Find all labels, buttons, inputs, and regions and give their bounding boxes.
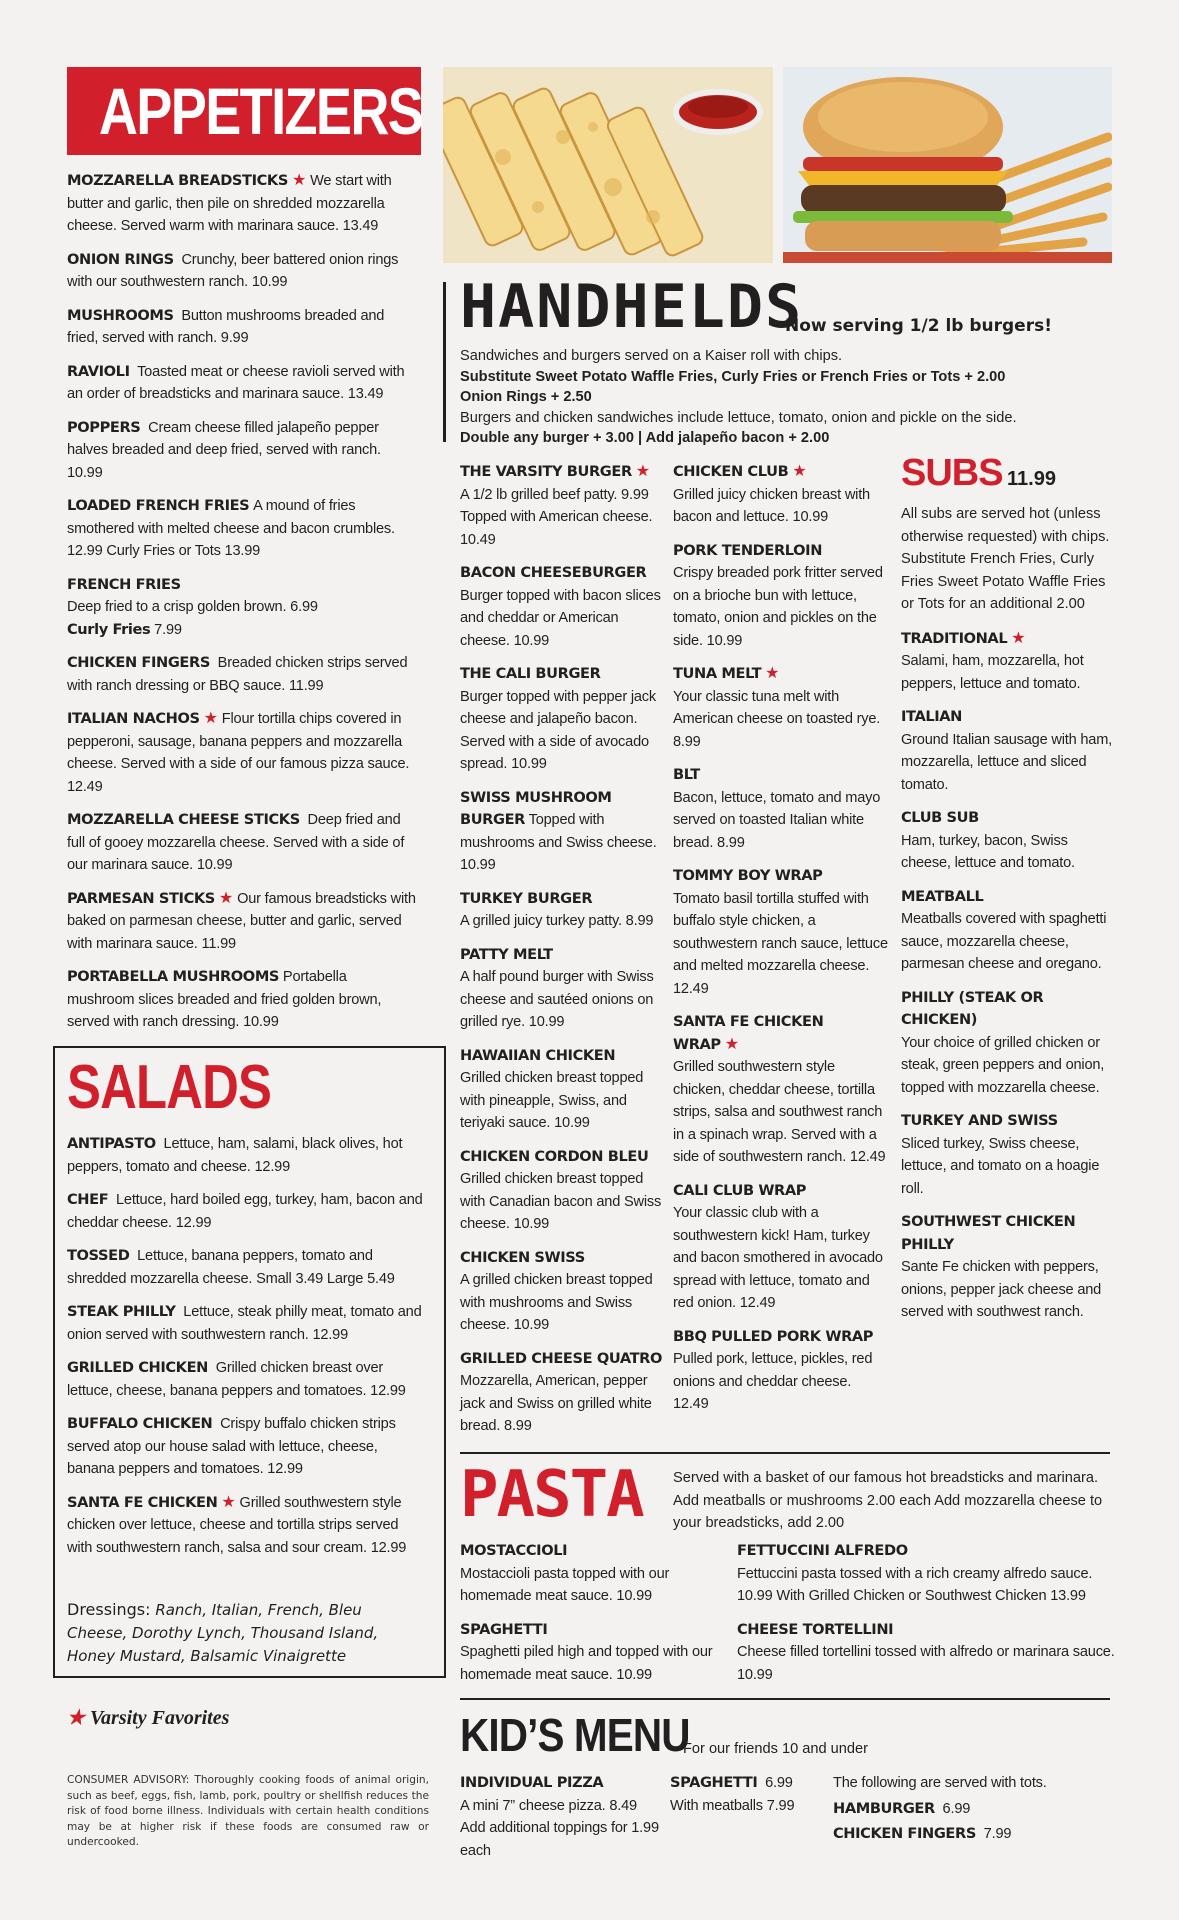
item-name: SPAGHETTI: [460, 1620, 548, 1638]
item-description: Lettuce, ham, salami, black olives, hot peppers, tomato and cheese. 12.99: [67, 1136, 403, 1175]
item-name: PORTABELLA MUSHROOMS: [67, 968, 280, 985]
menu-item: [67, 170, 417, 238]
intro-line: Onion Rings + 2.50: [460, 389, 592, 405]
item-name: ONION RINGS: [67, 250, 174, 268]
item-name: CHEF: [67, 1191, 109, 1208]
menu-item: [673, 1180, 888, 1315]
menu-item: [673, 663, 888, 753]
item-extra-name: Curly Fries: [67, 620, 151, 638]
item-name: ITALIAN: [901, 708, 962, 725]
item-description: Salami, ham, mozzarella, hot peppers, lettuce and tomato.: [901, 653, 1084, 692]
item-description: Lettuce, steak philly meat, tomato and onion served with southwestern ranch. 12.99: [67, 1304, 422, 1343]
item-description: A grilled juicy turkey patty. 8.99: [460, 913, 654, 929]
subs-title: SUBS: [901, 452, 1003, 494]
item-name: TOSSED: [67, 1247, 130, 1264]
menu-item: [67, 1492, 427, 1560]
menu-item: [67, 249, 417, 294]
star-icon: ★: [291, 172, 307, 189]
menu-item: [901, 987, 1121, 1100]
item-name: SPAGHETTI: [670, 1774, 758, 1791]
item-name: BBQ PULLED PORK WRAP: [673, 1327, 874, 1345]
item-name: MOZZARELLA CHEESE STICKS: [67, 811, 300, 828]
item-name: GRILLED CHEESE QUATRO: [460, 1349, 662, 1367]
item-description: Button mushrooms breaded and fried, served with ranch. 9.99: [67, 307, 385, 346]
handhelds-column-2: [673, 461, 888, 1427]
item-name: THE VARSITY BURGER: [460, 463, 632, 480]
appetizers-title: APPETIZERS: [98, 74, 423, 148]
menu-item: [460, 787, 665, 877]
menu-item: [67, 888, 417, 956]
pasta-title: PASTA: [460, 1458, 643, 1532]
item-name: MOZZARELLA BREADSTICKS: [67, 172, 288, 189]
pasta-column-right: [737, 1540, 1117, 1697]
item-description: Meatballs covered with spaghetti sauce, mozzarella cheese, parmesan cheese and oregano.: [901, 911, 1107, 972]
item-name: FRENCH FRIES: [67, 575, 181, 593]
item-description: Deep fried and full of gooey mozzarella cheese. Served with a side of our marinara sauce. 10.99: [67, 812, 405, 873]
menu-item: [67, 1133, 427, 1178]
item-name: MUSHROOMS: [67, 306, 174, 324]
menu-item: [67, 305, 417, 350]
item-description: Your classic club with a southwestern kick! Ham, turkey and bacon smothered in avocado spread with lettuce, tomato and red onion. 12.49: [673, 1205, 883, 1311]
item-name: BLT: [673, 766, 700, 783]
star-icon: ★: [635, 463, 650, 480]
item-description: We start with butter and garlic, then pile on shredded mozzarella cheese. Served warm with marinara sauce. 13.49: [67, 173, 392, 234]
item-description: A mound of fries smothered with melted cheese and bacon crumbles. 12.99 Curly Fries or Tots 13.99: [67, 498, 395, 559]
menu-item: [460, 461, 665, 551]
item-name: MOSTACCIOLI: [460, 1542, 568, 1559]
item-description: Sliced turkey, Swiss cheese, lettuce, and tomato on a hoagie roll.: [901, 1135, 1100, 1197]
star-icon: ★: [218, 889, 234, 907]
item-description: Grilled juicy chicken breast with bacon and lettuce. 10.99: [673, 486, 870, 525]
menu-item: [67, 1357, 427, 1402]
item-description: Pulled pork, lettuce, pickles, red onions and cheddar cheese. 12.49: [673, 1351, 873, 1412]
menu-item: [673, 764, 888, 854]
item-price: 6.99: [765, 1775, 793, 1791]
item-description: Toasted meat or cheese ravioli served with an order of breadsticks and marinara sauce. 13.49: [67, 363, 405, 402]
handhelds-intro: [460, 346, 1100, 449]
item-name: INDIVIDUAL PIZZA: [460, 1774, 604, 1791]
kids-divider: [460, 1698, 1110, 1700]
item-description: Burger topped with pepper jack cheese and jalapeño bacon. Served with a side of avocado spread. 10.99: [460, 688, 657, 772]
item-price: 6.99: [942, 1800, 971, 1817]
menu-item: [673, 540, 888, 653]
item-name: SOUTHWEST CHICKEN PHILLY: [901, 1213, 1076, 1253]
handhelds-divider: [443, 282, 446, 442]
item-name: PATTY MELT: [460, 945, 553, 963]
item-name: POPPERS: [67, 418, 141, 436]
item-description: Breaded chicken strips served with ranch dressing or BBQ sauce. 11.99: [67, 655, 408, 694]
menu-item: [460, 1619, 730, 1687]
dressings-label: Dressings:: [67, 1600, 151, 1619]
dressings-note: [67, 1598, 417, 1668]
item-description: Ground Italian sausage with ham, mozzarella, lettuce and sliced tomato.: [901, 731, 1113, 793]
menu-item: [67, 417, 417, 485]
menu-item: [67, 1245, 427, 1290]
menu-item: [901, 807, 1121, 875]
menu-item: [833, 1798, 1113, 1821]
item-name: PHILLY (STEAK OR CHICKEN): [901, 988, 1044, 1028]
item-name: GRILLED CHICKEN: [67, 1359, 208, 1376]
tots-note: The following are served with tots.: [833, 1775, 1047, 1791]
menu-item: [460, 888, 665, 933]
star-icon: ★: [1011, 629, 1026, 647]
intro-line: Substitute Sweet Potato Waffle Fries, Curly Fries or French Fries or Tots + 2.00: [460, 368, 1006, 385]
item-name: SWISS MUSHROOM BURGER: [460, 788, 612, 828]
menu-item: [737, 1540, 1117, 1608]
favorites-label: Varsity Favorites: [89, 1707, 230, 1729]
item-name: SANTA FE CHICKEN WRAP: [673, 1013, 824, 1053]
item-description: A grilled chicken breast topped with mushrooms and Swiss cheese. 10.99: [460, 1272, 653, 1333]
item-description: Cheese filled tortellini tossed with alfredo or marinara sauce. 10.99: [737, 1644, 1115, 1683]
pasta-intro: Served with a basket of our famous hot breadsticks and marinara. Add meatballs or mushrooms 2.00 each Add mozzarella cheese to your breadsticks, add 2.00: [673, 1470, 1103, 1531]
item-description: Flour tortilla chips covered in pepperoni, sausage, banana peppers and mozzarella cheese. Served with a side of our famous pizza sauce. 12.49: [67, 711, 410, 795]
item-description: Tomato basil tortilla stuffed with buffalo style chicken, a southwestern ranch sauce, lettuce and melted mozzarella cheese. 12.49: [673, 890, 888, 997]
kids-tots-items: [833, 1772, 1113, 1846]
menu-item: [460, 663, 665, 776]
salads-title: SALADS: [67, 1053, 272, 1122]
subs-price: 11.99: [1007, 468, 1056, 490]
pasta-column-left: [460, 1540, 730, 1697]
item-name: THE CALI BURGER: [460, 665, 601, 682]
pasta-divider: [460, 1452, 1110, 1454]
item-description: Fettuccini pasta tossed with a rich creamy alfredo sauce. 10.99 With Grilled Chicken or Southwest Chicken 13.99: [737, 1565, 1093, 1604]
item-description: A 1/2 lb grilled beef patty. 9.99 Topped with American cheese. 10.49: [460, 486, 653, 548]
menu-item: [673, 865, 888, 1000]
star-icon: ★: [203, 710, 218, 727]
menu-item: [673, 1011, 888, 1169]
salads-list: [67, 1133, 427, 1570]
menu-item: [460, 1540, 730, 1608]
item-name: RAVIOLI: [67, 362, 130, 380]
item-name: CHICKEN FINGERS: [833, 1825, 976, 1842]
item-description: Burger topped with bacon slices and cheddar or American cheese. 10.99: [460, 587, 661, 649]
star-icon: ★: [765, 665, 780, 682]
menu-item: [901, 628, 1121, 696]
item-name: PORK TENDERLOIN: [673, 541, 823, 559]
burger-photo: [783, 67, 1112, 263]
handhelds-title: HANDHELDS: [460, 272, 804, 342]
intro-line: Sandwiches and burgers served on a Kaiser roll with chips.: [460, 348, 843, 364]
kids-pizza: [460, 1772, 660, 1873]
item-name: FETTUCCINI ALFREDO: [737, 1542, 908, 1559]
menu-item: [460, 1247, 665, 1337]
menu-item: [833, 1823, 1113, 1846]
item-name: CHICKEN CORDON BLEU: [460, 1147, 649, 1165]
menu-item: [67, 966, 417, 1034]
item-description: Crispy buffalo chicken strips served atop our house salad with lettuce, cheese, banana peppers and tomatoes. 12.99: [67, 1416, 396, 1477]
item-name: CHICKEN SWISS: [460, 1248, 585, 1266]
dressings-list: Ranch, Italian, French, Bleu Cheese, Dorothy Lynch, Thousand Island, Honey Mustard, Balsamic Vinaigrette: [67, 1601, 379, 1665]
item-name: CHEESE TORTELLINI: [737, 1620, 894, 1638]
item-name: TURKEY AND SWISS: [901, 1112, 1058, 1129]
subs-intro: All subs are served hot (unless otherwise requested) with chips. Substitute French Fries, Curly Fries Sweet Potato Waffle Fries or Tots for an additional 2.00: [901, 506, 1110, 612]
menu-item: [67, 361, 417, 406]
menu-item: [460, 1146, 665, 1236]
menu-item: [67, 1413, 427, 1481]
menu-item: [67, 652, 417, 697]
menu-item: [67, 1189, 427, 1234]
item-description: Lettuce, hard boiled egg, turkey, ham, bacon and cheddar cheese. 12.99: [67, 1192, 423, 1231]
subs-header: [901, 452, 1121, 495]
menu-item: [901, 706, 1121, 796]
menu-item: [460, 1348, 665, 1438]
item-name: ITALIAN NACHOS: [67, 710, 200, 727]
item-description: Cream cheese filled jalapeño pepper halves breaded and deep fried, served with ranch. 10.99: [67, 419, 381, 481]
item-description: A half pound burger with Swiss cheese and sautéed onions on grilled rye. 10.99: [460, 969, 654, 1030]
intro-line: Double any burger + 3.00 | Add jalapeño bacon + 2.00: [460, 430, 830, 446]
item-description: Crispy breaded pork fritter served on a brioche bun with lettuce, tomato, onion and pickles on the side. 10.99: [673, 565, 883, 649]
consumer-advisory: CONSUMER ADVISORY: Thoroughly cooking foods of animal origin, such as beef, eggs, fish, lamb, pork, poultry or shellfish reduces the risk of food borne illness. Individuals with certain health conditions may be at higher risk if these foods are consumed raw or undercooked.: [67, 1774, 429, 1849]
item-name: TOMMY BOY WRAP: [673, 867, 823, 884]
item-name: TRADITIONAL: [901, 629, 1008, 647]
item-name: LOADED FRENCH FRIES: [67, 497, 250, 514]
item-description: Your choice of grilled chicken or steak, green peppers and onion, topped with mozzarella cheese.: [901, 1034, 1105, 1096]
item-name: CALI CLUB WRAP: [673, 1181, 807, 1199]
menu-item: [901, 1211, 1121, 1324]
handhelds-column-1: [460, 461, 665, 1449]
favorites-legend: [67, 1705, 229, 1730]
menu-item: [673, 1326, 888, 1416]
item-price: 7.99: [983, 1826, 1012, 1842]
menu-item: [67, 809, 417, 877]
item-description: Ham, turkey, bacon, Swiss cheese, lettuce and tomato.: [901, 832, 1075, 871]
kids-spaghetti: [670, 1772, 820, 1828]
item-name: CHICKEN CLUB: [673, 463, 789, 480]
star-icon: ★: [724, 1035, 739, 1053]
subs-section: [901, 452, 1121, 1335]
item-name: HAWAIIAN CHICKEN: [460, 1046, 616, 1064]
item-name: STEAK PHILLY: [67, 1303, 176, 1320]
appetizers-list: [67, 170, 417, 1045]
item-description: With meatballs 7.99: [670, 1797, 795, 1814]
item-name: BACON CHEESEBURGER: [460, 564, 647, 581]
item-description: Spaghetti piled high and topped with our homemade meat sauce. 10.99: [460, 1644, 713, 1683]
item-name: TURKEY BURGER: [460, 889, 593, 907]
menu-item: [901, 886, 1121, 976]
menu-item: [670, 1772, 820, 1817]
item-name: SANTA FE CHICKEN: [67, 1493, 218, 1511]
item-name: PARMESAN STICKS: [67, 889, 215, 907]
menu-item: [460, 562, 665, 652]
star-icon: ★: [792, 463, 807, 480]
item-description: Sante Fe chicken with peppers, onions, pepper jack cheese and served with southwest ranch.: [901, 1259, 1102, 1320]
star-icon: ★: [221, 1493, 236, 1511]
item-name: CHICKEN FINGERS: [67, 654, 210, 671]
item-description: Your classic tuna melt with American cheese on toasted rye. 8.99: [673, 688, 881, 750]
menu-item: [67, 708, 417, 798]
item-description: Mostaccioli pasta topped with our homemade meat sauce. 10.99: [460, 1565, 670, 1604]
kids-title: KID’S MENU: [460, 1709, 690, 1761]
item-description: Grilled chicken breast topped with pineapple, Swiss, and teriyaki sauce. 10.99: [460, 1070, 644, 1131]
menu-item: [460, 1045, 665, 1135]
item-description: A mini 7” cheese pizza. 8.49 Add additional toppings for 1.99 each: [460, 1797, 659, 1859]
star-icon: ★: [67, 1707, 85, 1729]
item-name: BUFFALO CHICKEN: [67, 1415, 213, 1432]
item-description: Mozzarella, American, pepper jack and Swiss on grilled white bread. 8.99: [460, 1373, 652, 1434]
item-name: CLUB SUB: [901, 809, 979, 826]
item-description: Grilled southwestern style chicken, cheddar cheese, tortilla strips, salsa and southwest ranch in a spinach wrap. Served with a side of southwestern ranch. 12.49: [673, 1059, 886, 1165]
kids-intro: For our friends 10 and under: [683, 1741, 868, 1757]
item-name: TUNA MELT: [673, 665, 762, 682]
menu-item: [460, 1772, 660, 1862]
item-name: HAMBURGER: [833, 1799, 935, 1817]
item-description: Grilled chicken breast over lettuce, cheese, banana peppers and tomatoes. 12.99: [67, 1360, 406, 1399]
handhelds-tagline: Now serving 1/2 lb burgers!: [785, 316, 1052, 336]
item-description: Grilled chicken breast topped with Canadian bacon and Swiss cheese. 10.99: [460, 1171, 662, 1232]
menu-item: [67, 574, 417, 642]
item-description: Grilled southwestern style chicken over lettuce, cheese and tortilla strips served with southwestern ranch, salsa and sour cream. 12.99: [67, 1494, 407, 1556]
item-extra-price: 7.99: [154, 621, 182, 638]
menu-item: [67, 495, 417, 563]
item-name: MEATBALL: [901, 887, 984, 905]
intro-line: Burgers and chicken sandwiches include lettuce, tomato, onion and pickle on the side.: [460, 409, 1017, 426]
item-description: Portabella mushroom slices breaded and fried golden brown, served with ranch dressing. 10.99: [67, 969, 382, 1030]
item-description: Topped with mushrooms and Swiss cheese. 10.99: [460, 812, 657, 873]
item-description: Deep fried to a crisp golden brown. 6.99: [67, 599, 318, 615]
item-description: Bacon, lettuce, tomato and mayo served on toasted Italian white bread. 8.99: [673, 789, 881, 851]
breadsticks-photo: [443, 67, 773, 263]
menu-item: [901, 1110, 1121, 1200]
item-name: ANTIPASTO: [67, 1135, 156, 1152]
menu-item: [67, 1301, 427, 1346]
menu-item: [737, 1619, 1117, 1687]
item-description: Our famous breadsticks with baked on parmesan cheese, butter and garlic, served with marinara sauce. 11.99: [67, 890, 416, 952]
menu-item: [460, 944, 665, 1034]
item-description: Lettuce, banana peppers, tomato and shredded mozzarella cheese. Small 3.49 Large 5.49: [67, 1248, 395, 1287]
item-description: Crunchy, beer battered onion rings with our southwestern ranch. 10.99: [67, 251, 399, 290]
menu-item: [673, 461, 888, 529]
